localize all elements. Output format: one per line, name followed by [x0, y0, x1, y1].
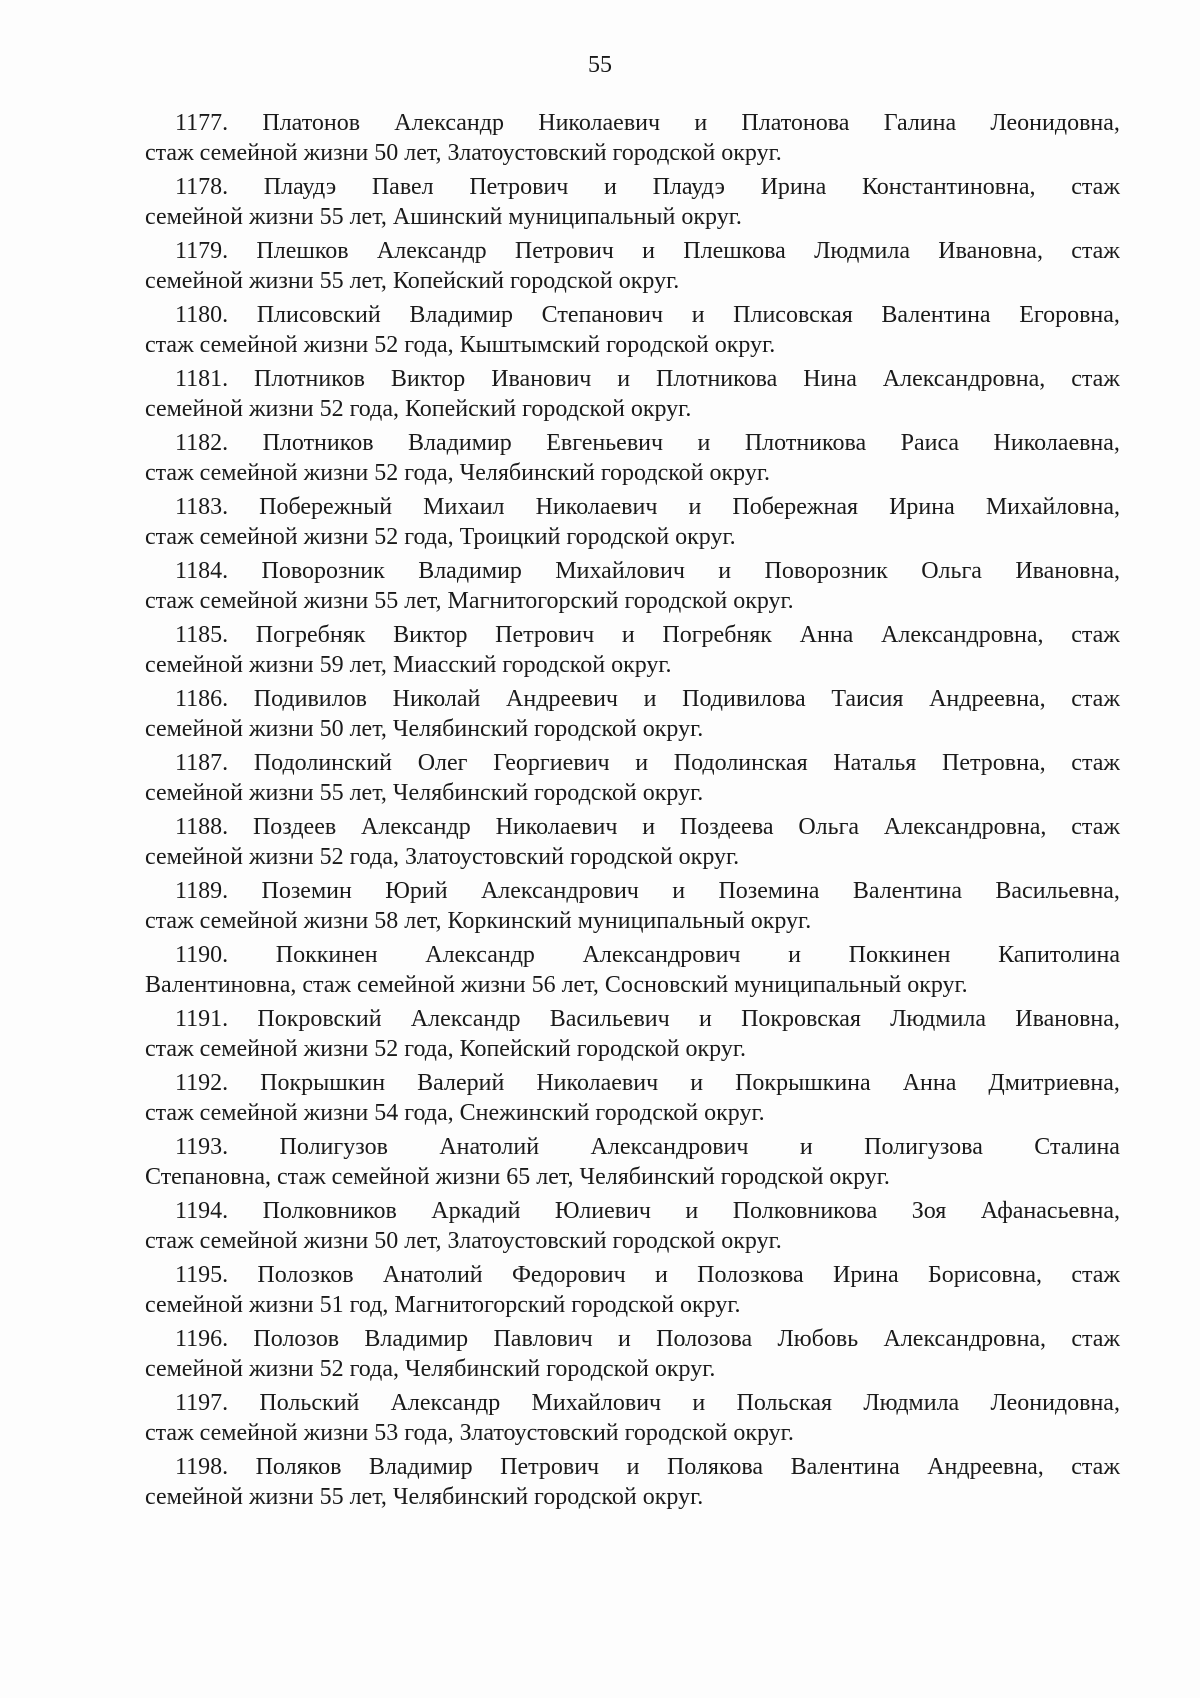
- word: Виктор: [393, 622, 468, 648]
- word: 1179.: [175, 238, 229, 264]
- list-item: [145, 364, 1120, 424]
- word: Людмила: [863, 1390, 960, 1416]
- list-item: [145, 1004, 1120, 1064]
- list-item: [145, 620, 1120, 680]
- list-item: [145, 812, 1120, 872]
- word: 1189.: [175, 878, 229, 904]
- word: и: [692, 1390, 706, 1416]
- list-item: [145, 684, 1120, 744]
- word: Поворозник: [261, 558, 385, 584]
- word: Васильевна,: [995, 878, 1120, 904]
- word: Афанасьевна,: [980, 1198, 1120, 1224]
- word: Подолинская: [673, 750, 808, 776]
- word: и: [618, 1326, 631, 1352]
- word: Поккинен: [275, 942, 378, 968]
- word: Полозкова: [697, 1262, 804, 1288]
- word: Таисия: [831, 686, 904, 712]
- word: Аркадий: [431, 1198, 521, 1224]
- word: Петрович: [469, 174, 569, 200]
- word: и: [691, 302, 705, 328]
- word: 1197.: [175, 1390, 229, 1416]
- word: Галина: [883, 110, 957, 136]
- entry-first-line: [145, 492, 1120, 522]
- word: Анатолий: [439, 1134, 540, 1160]
- word: Валентина: [881, 302, 991, 328]
- word: и: [617, 366, 631, 392]
- word: Наталья: [833, 750, 917, 776]
- entry-second-line: семейной жизни 55 лет, Копейский городской округ.: [145, 268, 680, 294]
- word: Ольга: [921, 558, 982, 584]
- entry-first-line-text: [175, 748, 1120, 778]
- entry-second-line: стаж семейной жизни 52 года, Копейский городской округ.: [145, 1036, 746, 1062]
- word: Полозов: [253, 1326, 340, 1352]
- word: 1187.: [175, 750, 229, 776]
- word: Плотникова: [744, 430, 867, 456]
- word: Александровна,: [883, 814, 1047, 840]
- entry-first-line: [145, 1324, 1120, 1354]
- entry-second-line: стаж семейной жизни 52 года, Кыштымский городской округ.: [145, 332, 776, 358]
- word: Николаевич: [495, 814, 618, 840]
- word: Александр: [425, 942, 535, 968]
- word: Александровна,: [883, 1326, 1046, 1352]
- word: 1195.: [175, 1262, 229, 1288]
- entry-first-line-text: [175, 556, 1120, 586]
- list-item: [145, 556, 1120, 616]
- word: и: [635, 750, 649, 776]
- word: Подивилов: [253, 686, 367, 712]
- word: и: [690, 1070, 704, 1096]
- word: Побережный: [259, 494, 393, 520]
- word: Леонидовна,: [990, 110, 1120, 136]
- entry-first-line: [145, 300, 1120, 330]
- entry-second-line: семейной жизни 52 года, Челябинский городской округ.: [145, 1356, 716, 1382]
- word: и: [621, 622, 635, 648]
- entry-first-line: [145, 748, 1120, 778]
- word: Павлович: [493, 1326, 593, 1352]
- word: Полковникова: [732, 1198, 878, 1224]
- word: стаж: [1071, 1326, 1120, 1352]
- word: Поземин: [261, 878, 352, 904]
- entry-first-line-text: [175, 876, 1120, 906]
- word: стаж: [1071, 750, 1120, 776]
- word: Иванович: [491, 366, 592, 392]
- word: Михайловна,: [985, 494, 1120, 520]
- entry-first-line-text: [175, 172, 1120, 202]
- list-item: [145, 428, 1120, 488]
- word: и: [626, 1454, 640, 1480]
- entry-first-line: [145, 1388, 1120, 1418]
- word: Егоровна,: [1019, 302, 1120, 328]
- list-item: [145, 236, 1120, 296]
- word: Платонов: [262, 110, 361, 136]
- entry-first-line: [145, 940, 1120, 970]
- word: Александровна,: [882, 366, 1046, 392]
- word: Александрович: [590, 1134, 749, 1160]
- word: и: [788, 942, 801, 968]
- word: Покрышкин: [260, 1070, 386, 1096]
- word: стаж: [1071, 1454, 1120, 1480]
- word: Леонидовна,: [990, 1390, 1120, 1416]
- entry-first-line-text: [175, 1260, 1120, 1290]
- list-item: [145, 1324, 1120, 1384]
- word: Ирина: [760, 174, 827, 200]
- word: стаж: [1071, 174, 1120, 200]
- list-item: [145, 748, 1120, 808]
- entry-first-line-text: [175, 1004, 1120, 1034]
- word: Нина: [803, 366, 857, 392]
- list-item: [145, 940, 1120, 1000]
- word: стаж: [1071, 238, 1120, 264]
- entry-second-line: стаж семейной жизни 50 лет, Златоустовский городской округ.: [145, 1228, 782, 1254]
- word: Георгиевич: [493, 750, 610, 776]
- entry-first-line: [145, 876, 1120, 906]
- word: 1186.: [175, 686, 229, 712]
- word: Петрович: [514, 238, 614, 264]
- entry-second-line: стаж семейной жизни 52 года, Челябинский городской округ.: [145, 460, 770, 486]
- word: Польская: [736, 1390, 833, 1416]
- word: 1193.: [175, 1134, 229, 1160]
- entry-first-line-text: [175, 940, 1120, 970]
- entry-first-line-text: [175, 428, 1120, 458]
- word: 1177.: [175, 110, 229, 136]
- entry-second-line: стаж семейной жизни 50 лет, Златоустовский городской округ.: [145, 140, 782, 166]
- word: 1196.: [175, 1326, 229, 1352]
- entry-first-line-text: [175, 1324, 1120, 1354]
- entry-second-line: семейной жизни 55 лет, Ашинский муниципальный округ.: [145, 204, 742, 230]
- word: Александр: [361, 814, 471, 840]
- entry-second-line: стаж семейной жизни 54 года, Снежинский городской округ.: [145, 1100, 765, 1126]
- word: стаж: [1071, 1262, 1120, 1288]
- word: 1188.: [175, 814, 229, 840]
- word: Александрович: [582, 942, 741, 968]
- word: и: [799, 1134, 813, 1160]
- word: Полякова: [666, 1454, 764, 1480]
- word: Дмитриевна,: [988, 1070, 1120, 1096]
- word: Полозова: [656, 1326, 753, 1352]
- word: Плисовский: [256, 302, 381, 328]
- word: Андреевич: [506, 686, 618, 712]
- word: и: [698, 1006, 712, 1032]
- word: Плешков: [256, 238, 349, 264]
- word: 1198.: [175, 1454, 229, 1480]
- word: Федорович: [511, 1262, 626, 1288]
- word: Людмила: [814, 238, 910, 264]
- word: Александр: [390, 1390, 501, 1416]
- word: 1181.: [175, 366, 229, 392]
- entry-first-line-text: [175, 1388, 1120, 1418]
- entry-second-line: семейной жизни 55 лет, Челябинский городской округ.: [145, 780, 704, 806]
- entry-first-line: [145, 1452, 1120, 1482]
- word: Анна: [799, 622, 854, 648]
- word: Константиновна,: [861, 174, 1036, 200]
- word: Владимир: [409, 302, 514, 328]
- word: Владимир: [418, 558, 522, 584]
- word: Плисовская: [733, 302, 853, 328]
- word: Покрышкина: [735, 1070, 871, 1096]
- word: Анатолий: [382, 1262, 483, 1288]
- word: Андреевна,: [927, 1454, 1044, 1480]
- word: Владимир: [408, 430, 512, 456]
- list-item: [145, 1260, 1120, 1320]
- word: Подивилова: [682, 686, 806, 712]
- entry-second-line: семейной жизни 51 год, Магнитогорский городской округ.: [145, 1292, 741, 1318]
- word: 1180.: [175, 302, 229, 328]
- word: Александрович: [480, 878, 639, 904]
- entry-second-line: Степановна, стаж семейной жизни 65 лет, Челябинский городской округ.: [145, 1164, 890, 1190]
- entry-first-line: [145, 556, 1120, 586]
- entry-first-line: [145, 620, 1120, 650]
- entry-second-line: Валентиновна, стаж семейной жизни 56 лет, Сосновский муниципальный округ.: [145, 972, 968, 998]
- word: Николаевич: [536, 1070, 659, 1096]
- entry-first-line: [145, 364, 1120, 394]
- word: Владимир: [368, 1454, 473, 1480]
- word: Поземина: [718, 878, 820, 904]
- entry-second-line: семейной жизни 52 года, Златоустовский городской округ.: [145, 844, 740, 870]
- word: 1183.: [175, 494, 229, 520]
- word: Ивановна,: [1015, 1006, 1120, 1032]
- word: 1182.: [175, 430, 229, 456]
- word: 1194.: [175, 1198, 229, 1224]
- word: Евгеньевич: [546, 430, 664, 456]
- word: и: [718, 558, 732, 584]
- entry-first-line-text: [175, 812, 1120, 842]
- word: Платонова: [741, 110, 850, 136]
- word: и: [604, 174, 617, 200]
- word: Александр: [394, 110, 504, 136]
- entry-first-line-text: [175, 492, 1120, 522]
- entry-second-line: семейной жизни 52 года, Копейский городской округ.: [145, 396, 692, 422]
- word: Плешкова: [683, 238, 786, 264]
- entry-first-line: [145, 1260, 1120, 1290]
- word: Александровна,: [881, 622, 1044, 648]
- word: Олег: [417, 750, 468, 776]
- word: стаж: [1071, 366, 1120, 392]
- entry-second-line: стаж семейной жизни 55 лет, Магнитогорский городской округ.: [145, 588, 794, 614]
- entry-second-line: семейной жизни 55 лет, Челябинский городской округ.: [145, 1484, 704, 1510]
- entry-first-line: [145, 812, 1120, 842]
- entry-second-line: стаж семейной жизни 52 года, Троицкий городской округ.: [145, 524, 736, 550]
- word: Поляков: [255, 1454, 342, 1480]
- list-item: [145, 1068, 1120, 1128]
- page-number: 55: [588, 52, 612, 78]
- word: Погребняк: [662, 622, 772, 648]
- word: Покровская: [741, 1006, 861, 1032]
- list-item: [145, 172, 1120, 232]
- word: 1191.: [175, 1006, 229, 1032]
- word: Михаил: [423, 494, 505, 520]
- word: Ивановна,: [938, 238, 1043, 264]
- word: и: [685, 1198, 699, 1224]
- word: Ольга: [798, 814, 860, 840]
- word: 1178.: [175, 174, 229, 200]
- word: и: [642, 814, 656, 840]
- word: Петровна,: [942, 750, 1046, 776]
- word: Полозков: [257, 1262, 354, 1288]
- word: и: [697, 430, 711, 456]
- entry-first-line-text: [175, 1132, 1120, 1162]
- list-item: [145, 1196, 1120, 1256]
- word: Полковников: [262, 1198, 397, 1224]
- word: Степанович: [541, 302, 664, 328]
- word: Николай: [392, 686, 481, 712]
- list-item: [145, 1452, 1120, 1512]
- word: Борисовна,: [927, 1262, 1043, 1288]
- word: Ирина: [889, 494, 955, 520]
- word: Валентина: [790, 1454, 900, 1480]
- entry-second-line: семейной жизни 59 лет, Миасский городской округ.: [145, 652, 672, 678]
- word: Поккинен: [848, 942, 951, 968]
- word: стаж: [1071, 686, 1120, 712]
- word: Васильевич: [549, 1006, 670, 1032]
- word: Покровский: [257, 1006, 382, 1032]
- list-item: [145, 1132, 1120, 1192]
- word: Юлиевич: [554, 1198, 651, 1224]
- word: Ивановна,: [1015, 558, 1120, 584]
- word: и: [688, 494, 702, 520]
- word: Людмила: [890, 1006, 986, 1032]
- word: Виктор: [390, 366, 466, 392]
- word: Андреевна,: [929, 686, 1046, 712]
- word: Александр: [410, 1006, 521, 1032]
- list-item: [145, 492, 1120, 552]
- word: Сталина: [1034, 1134, 1120, 1160]
- word: Ирина: [832, 1262, 899, 1288]
- word: Владимир: [364, 1326, 469, 1352]
- word: стаж: [1071, 814, 1120, 840]
- word: Побережная: [732, 494, 859, 520]
- word: Петрович: [495, 622, 595, 648]
- word: Николаевич: [538, 110, 661, 136]
- entry-list: [145, 108, 1120, 1516]
- entry-first-line-text: [175, 1068, 1120, 1098]
- entry-first-line: [145, 684, 1120, 714]
- word: Плаудэ: [263, 174, 337, 200]
- entry-first-line: [145, 428, 1120, 458]
- word: Александр: [376, 238, 487, 264]
- word: Раиса: [900, 430, 960, 456]
- word: Погребняк: [255, 622, 366, 648]
- entry-second-line: стаж семейной жизни 58 лет, Коркинский муниципальный округ.: [145, 908, 812, 934]
- word: Михайлович: [555, 558, 685, 584]
- word: Петрович: [500, 1454, 600, 1480]
- word: Поздеев: [252, 814, 337, 840]
- word: Любовь: [777, 1326, 859, 1352]
- entry-first-line: [145, 236, 1120, 266]
- word: Капитолина: [998, 942, 1120, 968]
- entry-first-line: [145, 1132, 1120, 1162]
- word: Валентина: [852, 878, 962, 904]
- word: и: [672, 878, 686, 904]
- entry-first-line: [145, 172, 1120, 202]
- word: 1184.: [175, 558, 229, 584]
- entry-first-line-text: [175, 236, 1120, 266]
- list-item: [145, 300, 1120, 360]
- entry-first-line-text: [175, 1196, 1120, 1226]
- word: Анна: [902, 1070, 957, 1096]
- word: Михайлович: [531, 1390, 662, 1416]
- entry-second-line: стаж семейной жизни 53 года, Златоустовский городской округ.: [145, 1420, 794, 1446]
- word: и: [643, 686, 657, 712]
- entry-first-line-text: [175, 1452, 1120, 1482]
- list-item: [145, 108, 1120, 168]
- word: и: [694, 110, 708, 136]
- word: 1192.: [175, 1070, 229, 1096]
- word: Поворозник: [764, 558, 888, 584]
- entry-first-line-text: [175, 364, 1120, 394]
- word: Валерий: [417, 1070, 505, 1096]
- entry-first-line: [145, 1004, 1120, 1034]
- word: Павел: [371, 174, 434, 200]
- word: Николаевич: [535, 494, 658, 520]
- word: Плотникова: [655, 366, 778, 392]
- word: и: [654, 1262, 668, 1288]
- list-item: [145, 876, 1120, 936]
- word: Подолинский: [253, 750, 393, 776]
- word: и: [642, 238, 655, 264]
- entry-first-line-text: [175, 108, 1120, 138]
- word: Плотников: [262, 430, 374, 456]
- word: Зоя: [911, 1198, 947, 1224]
- word: Польский: [259, 1390, 360, 1416]
- entry-first-line-text: [175, 684, 1120, 714]
- entry-first-line-text: [175, 620, 1120, 650]
- entry-first-line-text: [175, 300, 1120, 330]
- list-item: [145, 1388, 1120, 1448]
- word: Плаудэ: [652, 174, 725, 200]
- word: 1190.: [175, 942, 229, 968]
- entry-first-line: [145, 1068, 1120, 1098]
- word: 1185.: [175, 622, 229, 648]
- word: Поздеева: [679, 814, 774, 840]
- word: стаж: [1071, 622, 1120, 648]
- entry-first-line: [145, 1196, 1120, 1226]
- word: Юрий: [385, 878, 448, 904]
- word: Полигузова: [864, 1134, 983, 1160]
- word: Николаевна,: [993, 430, 1120, 456]
- word: Полигузов: [279, 1134, 388, 1160]
- entry-second-line: семейной жизни 50 лет, Челябинский городской округ.: [145, 716, 704, 742]
- entry-first-line: [145, 108, 1120, 138]
- word: Плотников: [254, 366, 365, 392]
